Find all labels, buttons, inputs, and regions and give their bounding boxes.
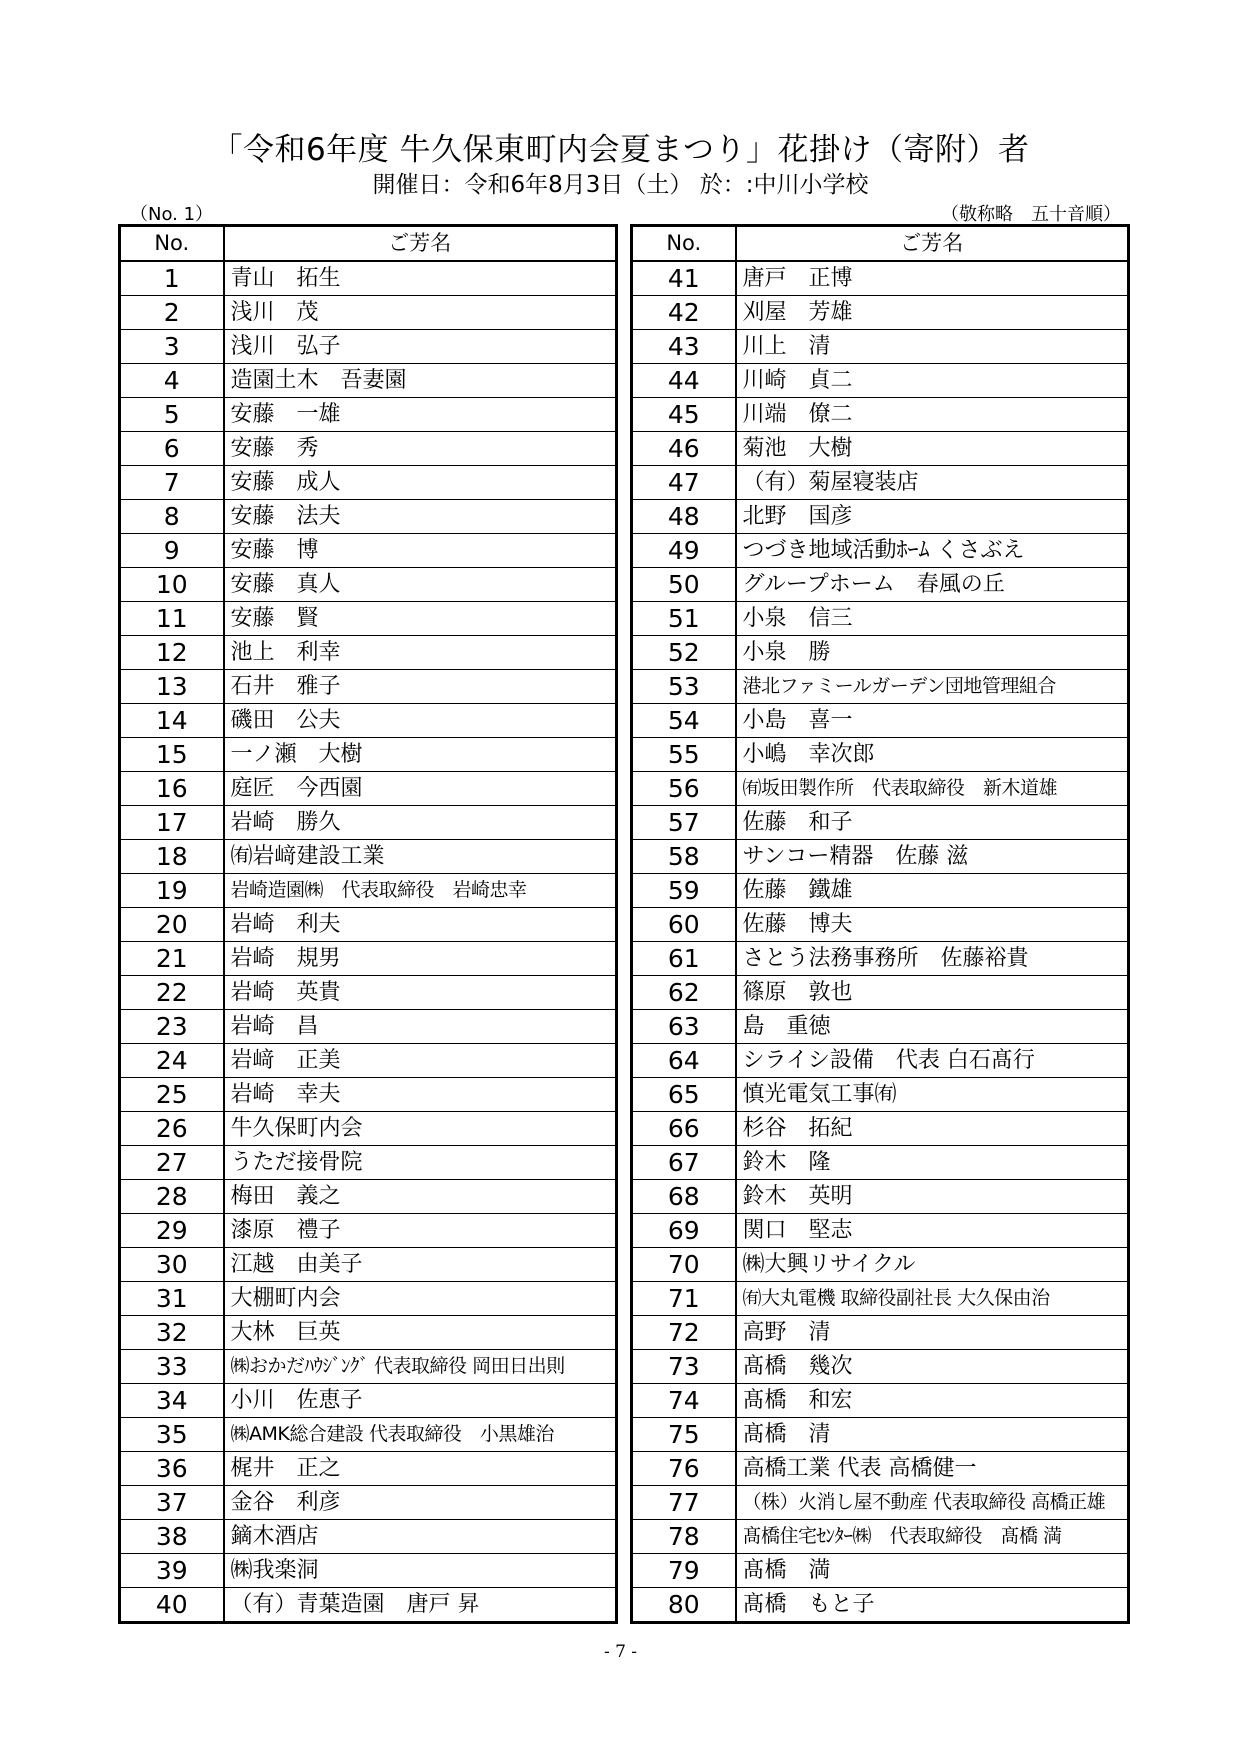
row-number: 18 [120, 840, 224, 874]
donor-name: 川上 清 [736, 330, 1129, 364]
donor-name: 菊池 大樹 [736, 432, 1129, 466]
table-row [632, 908, 1129, 942]
row-number: 16 [120, 772, 224, 806]
row-number: 34 [120, 1384, 224, 1418]
row-number: 40 [120, 1588, 224, 1623]
donor-table-right [630, 224, 1130, 1624]
donor-name: 青山 拓生 [224, 261, 617, 296]
table-row [632, 330, 1129, 364]
row-number: 75 [632, 1418, 736, 1452]
donor-name: 鈴木 英明 [736, 1180, 1129, 1214]
row-number: 32 [120, 1316, 224, 1350]
row-number: 33 [120, 1350, 224, 1384]
table-row [120, 1486, 617, 1520]
donor-name: ㈲坂田製作所 代表取締役 新木道雄 [736, 772, 1129, 806]
donor-name: シライシ設備 代表 白石髙行 [736, 1044, 1129, 1078]
donor-name: 安藤 一雄 [224, 398, 617, 432]
donor-name: 池上 利幸 [224, 636, 617, 670]
row-number: 14 [120, 704, 224, 738]
table-row [120, 704, 617, 738]
table-row [632, 1112, 1129, 1146]
donor-name: 岩崎造園㈱ 代表取締役 岩崎忠幸 [224, 874, 617, 908]
table-row [120, 1520, 617, 1554]
table-row [120, 738, 617, 772]
row-number: 11 [120, 602, 224, 636]
row-number: 7 [120, 466, 224, 500]
donor-name: 小島 喜一 [736, 704, 1129, 738]
table-row [632, 568, 1129, 602]
table-row [120, 976, 617, 1010]
table-row [120, 908, 617, 942]
table-row [632, 1248, 1129, 1282]
table-row [632, 1520, 1129, 1554]
row-number: 13 [120, 670, 224, 704]
row-number: 17 [120, 806, 224, 840]
donor-name: 髙橋 和宏 [736, 1384, 1129, 1418]
row-number: 51 [632, 602, 736, 636]
donor-name: 江越 由美子 [224, 1248, 617, 1282]
table-row [120, 1452, 617, 1486]
table-row [120, 1214, 617, 1248]
donor-name: 磯田 公夫 [224, 704, 617, 738]
donor-name: 安藤 秀 [224, 432, 617, 466]
row-number: 25 [120, 1078, 224, 1112]
donor-name: 髙橋 幾次 [736, 1350, 1129, 1384]
row-number: 63 [632, 1010, 736, 1044]
donor-name: 篠原 敦也 [736, 976, 1129, 1010]
donor-name: 安藤 真人 [224, 568, 617, 602]
table-row [120, 1554, 617, 1588]
row-number: 41 [632, 261, 736, 296]
donor-name: 小川 佐恵子 [224, 1384, 617, 1418]
donor-name: 港北ファミールガーデン団地管理組合 [736, 670, 1129, 704]
donor-name: 安藤 成人 [224, 466, 617, 500]
column-header-no: No. [632, 226, 736, 262]
row-number: 49 [632, 534, 736, 568]
donor-name: 浅川 弘子 [224, 330, 617, 364]
table-row [632, 704, 1129, 738]
table-row [120, 1078, 617, 1112]
table-row [120, 670, 617, 704]
row-number: 27 [120, 1146, 224, 1180]
donor-name: 髙橋 満 [736, 1554, 1129, 1588]
row-number: 36 [120, 1452, 224, 1486]
table-row [632, 1350, 1129, 1384]
table-row [632, 364, 1129, 398]
table-row [120, 330, 617, 364]
donor-name: 髙橋住宅ｾﾝﾀｰ㈱ 代表取締役 髙橋 満 [736, 1520, 1129, 1554]
table-row [632, 1452, 1129, 1486]
row-number: 26 [120, 1112, 224, 1146]
row-number: 44 [632, 364, 736, 398]
donor-name: 髙橋 もと子 [736, 1588, 1129, 1623]
donor-name: 小泉 信三 [736, 602, 1129, 636]
page-title: 「令和6年度 牛久保東町内会夏まつり」花掛け（寄附）者 [211, 132, 1030, 168]
row-number: 79 [632, 1554, 736, 1588]
donor-table-left [118, 224, 618, 1624]
table-row [120, 1248, 617, 1282]
table-row [120, 500, 617, 534]
row-number: 72 [632, 1316, 736, 1350]
donor-name: 梅田 義之 [224, 1180, 617, 1214]
table-row [632, 466, 1129, 500]
donor-name: 岩崎 幸夫 [224, 1078, 617, 1112]
donor-name: 岩崎 利夫 [224, 908, 617, 942]
row-number: 53 [632, 670, 736, 704]
table-row [632, 534, 1129, 568]
donor-name: 小泉 勝 [736, 636, 1129, 670]
page-number: - 7 - [603, 1642, 638, 1662]
donor-name: ㈱AMK総合建設 代表取締役 小黒雄治 [224, 1418, 617, 1452]
donor-name: 高野 清 [736, 1316, 1129, 1350]
row-number: 31 [120, 1282, 224, 1316]
row-number: 24 [120, 1044, 224, 1078]
row-number: 57 [632, 806, 736, 840]
event-info: 開催日：令和6年8月3日（土） 於：:中川小学校 [372, 172, 869, 198]
donor-name: 岩崎 勝久 [224, 806, 617, 840]
table-row [632, 1384, 1129, 1418]
row-number: 8 [120, 500, 224, 534]
column-header-name: ご芳名 [736, 226, 1129, 262]
row-number: 6 [120, 432, 224, 466]
table-row [120, 1418, 617, 1452]
table-row [120, 1350, 617, 1384]
row-number: 30 [120, 1248, 224, 1282]
donor-name: 鈴木 隆 [736, 1146, 1129, 1180]
row-number: 3 [120, 330, 224, 364]
row-number: 37 [120, 1486, 224, 1520]
donor-name: 梶井 正之 [224, 1452, 617, 1486]
row-number: 46 [632, 432, 736, 466]
donor-name: ㈲岩﨑建設工業 [224, 840, 617, 874]
row-number: 15 [120, 738, 224, 772]
donor-name: 慎光電気工事㈲ [736, 1078, 1129, 1112]
table-row [120, 1316, 617, 1350]
table-row [632, 1588, 1129, 1623]
row-number: 5 [120, 398, 224, 432]
row-number: 58 [632, 840, 736, 874]
donor-name: 髙橋 清 [736, 1418, 1129, 1452]
row-number: 69 [632, 1214, 736, 1248]
donor-name: ㈱大興リサイクル [736, 1248, 1129, 1282]
row-number: 39 [120, 1554, 224, 1588]
table-row [120, 840, 617, 874]
row-number: 78 [632, 1520, 736, 1554]
table-row [632, 261, 1129, 296]
donor-name: 安藤 博 [224, 534, 617, 568]
row-number: 23 [120, 1010, 224, 1044]
table-row [632, 1180, 1129, 1214]
table-row [120, 602, 617, 636]
donor-name: 島 重徳 [736, 1010, 1129, 1044]
row-number: 64 [632, 1044, 736, 1078]
column-header-no: No. [120, 226, 224, 262]
donor-name: 岩崎 英貴 [224, 976, 617, 1010]
donor-name: うただ接骨院 [224, 1146, 617, 1180]
table-row [632, 806, 1129, 840]
row-number: 77 [632, 1486, 736, 1520]
row-number: 29 [120, 1214, 224, 1248]
row-number: 38 [120, 1520, 224, 1554]
donor-name: 安藤 賢 [224, 602, 617, 636]
table-row [120, 636, 617, 670]
table-row [120, 806, 617, 840]
table-row [632, 432, 1129, 466]
table-row [632, 772, 1129, 806]
table-row [632, 636, 1129, 670]
table-row [120, 1146, 617, 1180]
donor-name: 佐藤 鐵雄 [736, 874, 1129, 908]
row-number: 65 [632, 1078, 736, 1112]
donor-name: 佐藤 博夫 [736, 908, 1129, 942]
donor-name: 大林 巨英 [224, 1316, 617, 1350]
table-row [632, 874, 1129, 908]
row-number: 28 [120, 1180, 224, 1214]
row-number: 42 [632, 296, 736, 330]
donor-name: （有）菊屋寝装店 [736, 466, 1129, 500]
donor-name: 大棚町内会 [224, 1282, 617, 1316]
donor-name: 杉谷 拓紀 [736, 1112, 1129, 1146]
table-row [120, 296, 617, 330]
row-number: 55 [632, 738, 736, 772]
table-row [632, 602, 1129, 636]
donor-name: 川端 僚二 [736, 398, 1129, 432]
row-number: 74 [632, 1384, 736, 1418]
table-row [632, 1316, 1129, 1350]
sheet-number: （No. 1） [130, 204, 214, 225]
column-header-name: ご芳名 [224, 226, 617, 262]
row-number: 59 [632, 874, 736, 908]
table-row [632, 738, 1129, 772]
table-row [120, 1180, 617, 1214]
table-row [120, 534, 617, 568]
table-row [120, 1282, 617, 1316]
row-number: 70 [632, 1248, 736, 1282]
row-number: 54 [632, 704, 736, 738]
row-number: 10 [120, 568, 224, 602]
row-number: 19 [120, 874, 224, 908]
row-number: 68 [632, 1180, 736, 1214]
donor-name: 高橋工業 代表 高橋健一 [736, 1452, 1129, 1486]
row-number: 56 [632, 772, 736, 806]
row-number: 61 [632, 942, 736, 976]
table-row [632, 976, 1129, 1010]
donor-name: サンコー精器 佐藤 滋 [736, 840, 1129, 874]
row-number: 48 [632, 500, 736, 534]
donor-name: 一ノ瀬 大樹 [224, 738, 617, 772]
row-number: 71 [632, 1282, 736, 1316]
row-number: 9 [120, 534, 224, 568]
table-row [632, 1078, 1129, 1112]
table-row [120, 772, 617, 806]
table-row [120, 1010, 617, 1044]
table-row [120, 364, 617, 398]
donor-name: グループホーム 春風の丘 [736, 568, 1129, 602]
table-row [632, 1010, 1129, 1044]
row-number: 4 [120, 364, 224, 398]
table-row [120, 1044, 617, 1078]
table-row [632, 1418, 1129, 1452]
donor-name: 漆原 禮子 [224, 1214, 617, 1248]
row-number: 45 [632, 398, 736, 432]
row-number: 67 [632, 1146, 736, 1180]
row-number: 52 [632, 636, 736, 670]
donor-name: ㈲大丸電機 取締役副社長 大久保由治 [736, 1282, 1129, 1316]
table-row [120, 466, 617, 500]
row-number: 66 [632, 1112, 736, 1146]
donor-name: 岩崎 規男 [224, 942, 617, 976]
table-row [632, 500, 1129, 534]
donor-name: 安藤 法夫 [224, 500, 617, 534]
table-row [120, 1384, 617, 1418]
donor-name: 牛久保町内会 [224, 1112, 617, 1146]
row-number: 22 [120, 976, 224, 1010]
table-row [632, 398, 1129, 432]
donor-name: ㈱おかだﾊｳｼﾞﾝｸﾞ 代表取締役 岡田日出則 [224, 1350, 617, 1384]
table-row [120, 874, 617, 908]
table-row [632, 296, 1129, 330]
row-number: 76 [632, 1452, 736, 1486]
table-row [632, 1554, 1129, 1588]
donor-name: 川崎 貞二 [736, 364, 1129, 398]
donor-name: 金谷 利彦 [224, 1486, 617, 1520]
donor-name: つづき地域活動ﾎｰﾑ くさぶえ [736, 534, 1129, 568]
donor-name: （有）青葉造園 唐戸 昇 [224, 1588, 617, 1623]
table-header-row [120, 226, 617, 262]
table-row [120, 432, 617, 466]
table-row [632, 1282, 1129, 1316]
row-number: 73 [632, 1350, 736, 1384]
donor-name: 鏑木酒店 [224, 1520, 617, 1554]
row-number: 12 [120, 636, 224, 670]
table-row [632, 942, 1129, 976]
row-number: 20 [120, 908, 224, 942]
donor-name: 浅川 茂 [224, 296, 617, 330]
donor-name: 刈屋 芳雄 [736, 296, 1129, 330]
donor-name: 関口 堅志 [736, 1214, 1129, 1248]
donor-name: 岩﨑 正美 [224, 1044, 617, 1078]
table-row [120, 1588, 617, 1623]
row-number: 43 [632, 330, 736, 364]
table-row [632, 1146, 1129, 1180]
table-row [120, 398, 617, 432]
donor-name: 造園土木 吾妻園 [224, 364, 617, 398]
row-number: 80 [632, 1588, 736, 1623]
row-number: 1 [120, 261, 224, 296]
table-row [632, 1044, 1129, 1078]
table-row [120, 942, 617, 976]
table-row [120, 568, 617, 602]
donor-name: 石井 雅子 [224, 670, 617, 704]
row-number: 21 [120, 942, 224, 976]
row-number: 35 [120, 1418, 224, 1452]
row-number: 47 [632, 466, 736, 500]
row-number: 62 [632, 976, 736, 1010]
row-number: 60 [632, 908, 736, 942]
table-row [632, 1214, 1129, 1248]
donor-name: 庭匠 今西園 [224, 772, 617, 806]
donor-name: ㈱我楽洞 [224, 1554, 617, 1588]
row-number: 2 [120, 296, 224, 330]
table-header-row [632, 226, 1129, 262]
donor-name: 佐藤 和子 [736, 806, 1129, 840]
donor-name: （株）火消し屋不動産 代表取締役 高橋正雄 [736, 1486, 1129, 1520]
table-row [632, 1486, 1129, 1520]
donor-name: 岩崎 昌 [224, 1010, 617, 1044]
donor-name: 唐戸 正博 [736, 261, 1129, 296]
donor-name: 北野 国彦 [736, 500, 1129, 534]
table-row [632, 670, 1129, 704]
order-note: （敬称略 五十音順） [941, 204, 1121, 225]
row-number: 50 [632, 568, 736, 602]
table-row [120, 1112, 617, 1146]
table-row [632, 840, 1129, 874]
donor-name: 小嶋 幸次郎 [736, 738, 1129, 772]
donor-name: さとう法務事務所 佐藤裕貴 [736, 942, 1129, 976]
table-row [120, 261, 617, 296]
